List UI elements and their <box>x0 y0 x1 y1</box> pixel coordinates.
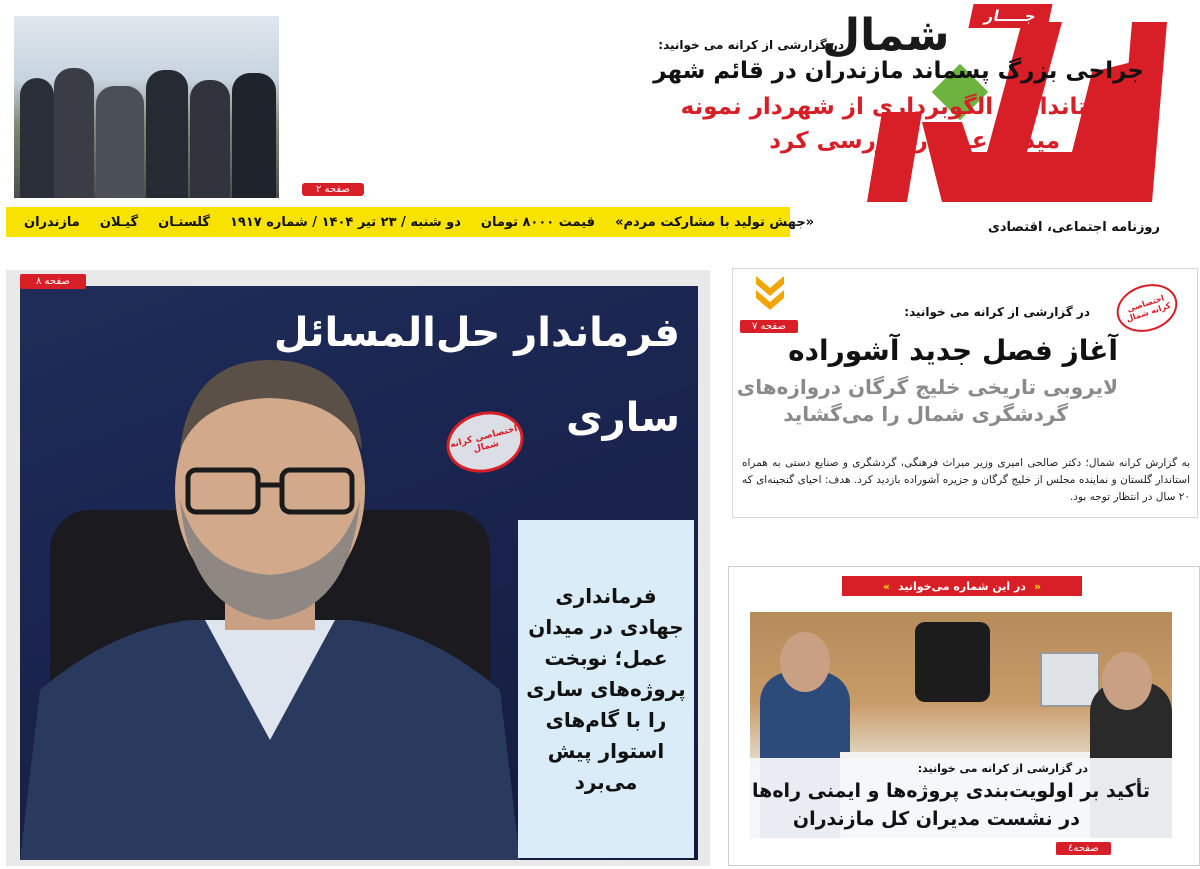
feature-portrait <box>20 320 520 860</box>
price: قیمت ۸۰۰۰ تومان <box>480 214 596 230</box>
top-headline-3[interactable]: میدان عمل را بررسی کرد <box>769 128 1060 154</box>
page-badge: صفحه ۲ <box>302 183 364 196</box>
feature-side-text[interactable]: فرمانداری جهادی در میدان عمل؛ نوبخت پروژه‌های ساری را با گام‌های استوار پیش می‌برد <box>526 583 686 794</box>
tagline: روزنامه اجتماعی، اقتصادی <box>987 220 1160 235</box>
section-label: جـــــار <box>969 4 1053 28</box>
inside-kicker: در گزارشی از کرانه می خوانید: <box>917 762 1088 775</box>
province-gilan: گیـلان <box>99 214 139 230</box>
exclusive-stamp: اختصاصی کرانه شمال <box>1110 277 1183 340</box>
inside-headline-2[interactable]: در نشست مدیران کل مازندران <box>792 808 1080 830</box>
province-mazandaran: مازندران <box>24 214 80 230</box>
chevron-down-icon <box>752 272 788 312</box>
feature-title-city[interactable]: ساری <box>565 395 680 441</box>
news-subhead-2[interactable]: گردشگری شمال را می‌گشاید <box>783 402 1068 426</box>
news-kicker: در گزارشی از کرانه می خوانید: <box>904 305 1090 319</box>
news-body: به گزارش کرانه شمال؛ دکتر صالحی امیری وزیر میراث فرهنگی، گردشگری و صنایع دستی به همراه استاندار گلستان و نماینده مجلس از خلیج گرگان و جزیره آشوراده بازدید کرد. هدف: احیای گنجینه‌ای که ۲۰ سال در انتظار توجه بود. <box>742 457 1190 503</box>
inside-headline-1[interactable]: تأکید بر اولویت‌بندی پروژه‌ها و ایمنی راه‌ها <box>752 780 1150 802</box>
feature-page-badge: صفحه ۸ <box>20 274 86 289</box>
top-headline-2[interactable]: استاندار با الگوبرداری از شهردار نمونه <box>680 94 1118 120</box>
logo-word: شمال <box>822 10 950 61</box>
province-golestan: گلستـان <box>158 214 210 230</box>
masthead <box>792 0 1200 245</box>
top-story-photo <box>14 16 279 198</box>
chevron-icon: » <box>882 579 891 593</box>
news-subhead-1[interactable]: لایروبی تاریخی خلیج گرگان دروازه‌های <box>736 375 1118 399</box>
exclusive-stamp: اختصاصی کرانه شمال <box>440 403 530 480</box>
info-bar <box>6 207 815 237</box>
date-issue: دو شنبه / ۲۳ تیر ۱۴۰۴ / شماره ۱۹۱۷ <box>229 214 461 230</box>
inside-issue-label-text: در این شماره می‌خوانید <box>898 579 1026 593</box>
top-headline-1[interactable]: جراحی بزرگ پسماند مازندران در قائم شهر <box>653 58 1144 84</box>
top-kicker: در گزارشی از کرانه می خوانید: <box>658 38 844 52</box>
slogan: «جهش تولید با مشارکت مردم» <box>615 214 815 230</box>
news-headline[interactable]: آغاز فصل جدید آشوراده <box>788 334 1118 367</box>
news-page-badge: صفحه ۷ <box>740 320 798 333</box>
chevron-icon: « <box>1033 579 1042 593</box>
feature-title[interactable]: فرماندار حل‌المسائل <box>273 310 680 356</box>
feature-side-box <box>518 520 694 858</box>
inside-page-badge: صفحه٤ <box>1056 842 1111 855</box>
inside-issue-label <box>842 576 1082 596</box>
